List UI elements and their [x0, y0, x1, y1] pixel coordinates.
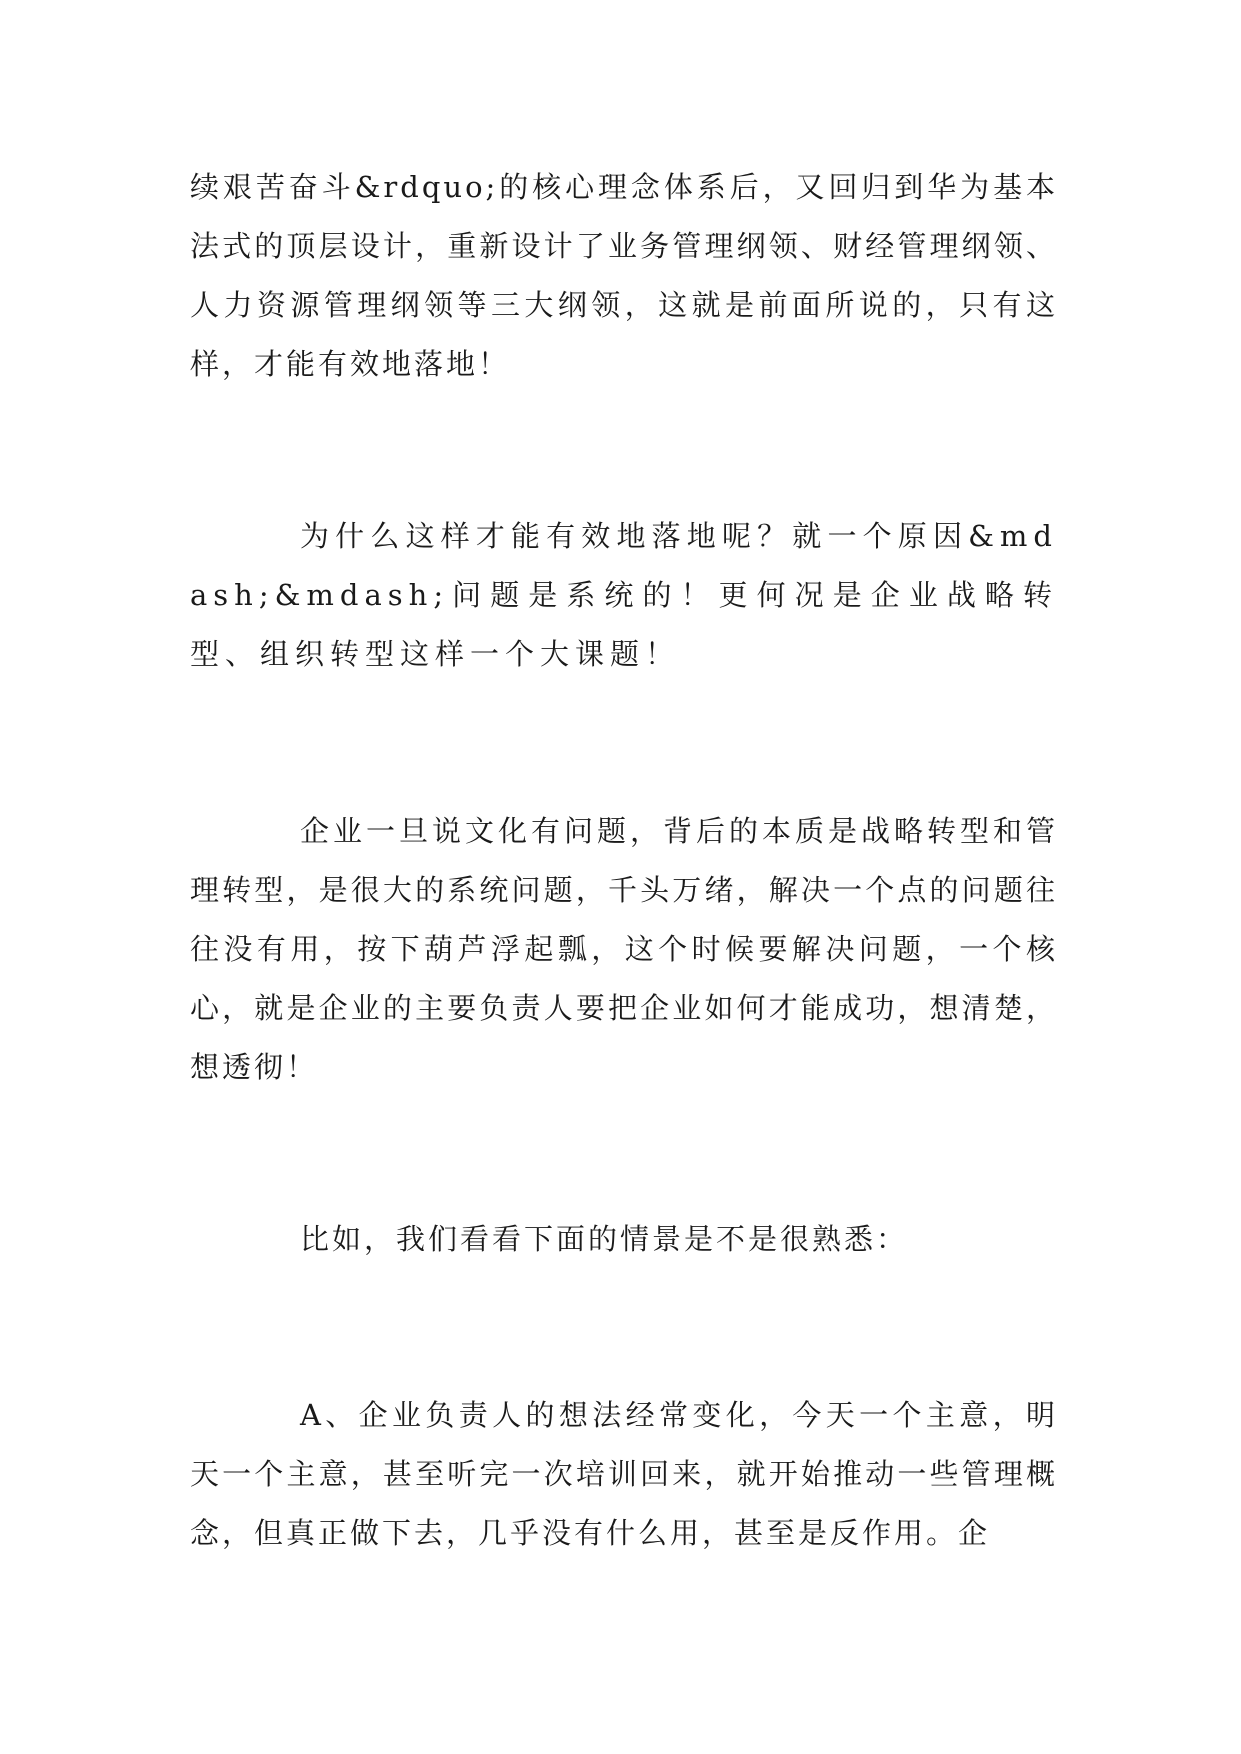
paragraph-5: A、企业负责人的想法经常变化，今天一个主意，明天一个主意，甚至听完一次培训回来，就开始推动一些管理概念，但真正做下去，几乎没有什么用，甚至是反作用。企 — [190, 1398, 1058, 1550]
paragraph-2: 为什么这样才能有效地落地呢？就一个原因&mdash;&mdash;问题是系统的！更何况是企业战略转型、组织转型这样一个大课题！ — [190, 519, 1058, 671]
paragraph-1: 续艰苦奋斗&rdquo;的核心理念体系后，又回归到华为基本法式的顶层设计，重新设计了业务管理纲领、财经管理纲领、人力资源管理纲领等三大纲领，这就是前面所说的，只有这样，才能有效地落地！ — [190, 170, 1058, 381]
paragraph-3: 企业一旦说文化有问题，背后的本质是战略转型和管理转型，是很大的系统问题，千头万绪，解决一个点的问题往往没有用，按下葫芦浮起瓢，这个时候要解决问题，一个核心，就是企业的主要负责人要把企业如何才能成功，想清楚，想透彻！ — [190, 814, 1058, 1084]
paragraph-4: 比如，我们看看下面的情景是不是很熟悉： — [300, 1222, 909, 1256]
